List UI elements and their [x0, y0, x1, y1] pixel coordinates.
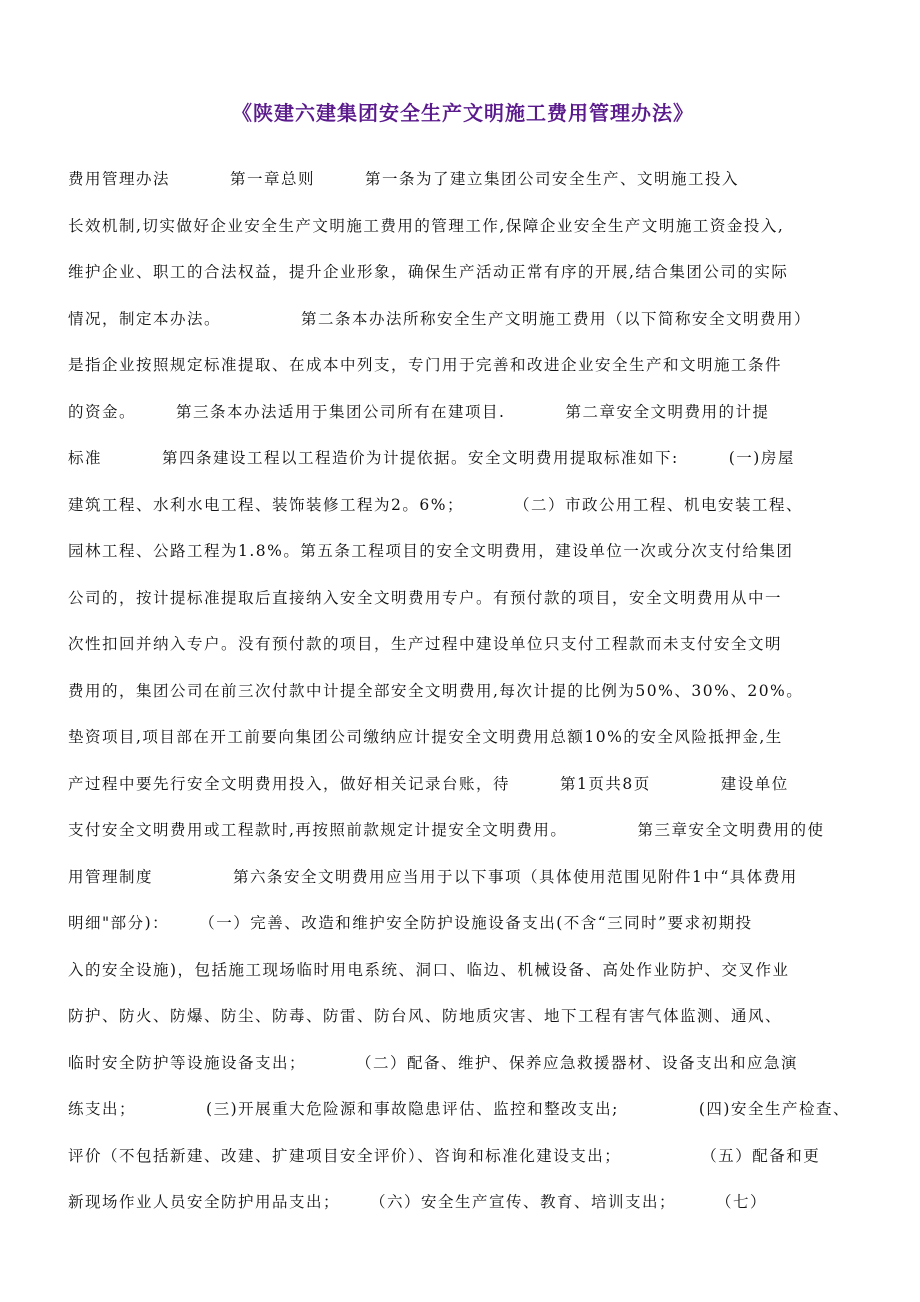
- text-line: [68, 854, 858, 901]
- text-segment: （二）市政公用工程、机电安装工程、: [513, 495, 803, 514]
- text-segment: 第四条建设工程以工程造价为计提依据。安全文明费用提取标准如下:: [162, 449, 679, 467]
- text-line: [68, 807, 858, 854]
- text-line: [68, 296, 858, 343]
- text-segment: 维护企业、职工的合法权益，提升企业形象，确保生产活动正常有序的开展,结合集团公司的实际: [68, 263, 789, 281]
- text-segment: （六）安全生产宣传、教育、培训支出；: [370, 1193, 677, 1211]
- text-line: [68, 1133, 858, 1180]
- text-segment: 标准: [68, 449, 103, 467]
- text-segment: 第二条本办法所称安全生产文明施工费用（以下简称安全文明费用）: [301, 309, 812, 328]
- text-segment: 临时安全防护等设施设备支出；: [68, 1053, 307, 1072]
- text-line: [68, 482, 858, 529]
- text-segment: 第二章安全文明费用的计提: [565, 402, 770, 421]
- text-segment: 第一章总则: [230, 170, 316, 188]
- text-segment: 第1页共8页: [560, 774, 651, 793]
- text-segment: 园林工程、公路工程为1.8%。第五条工程项目的安全文明费用，建设单位一次或分次支付给集团: [68, 542, 794, 560]
- text-segment: 长效机制,切实做好企业安全生产文明施工费用的管理工作,保障企业安全生产文明施工资金投入,: [68, 216, 785, 235]
- text-segment: （一）完善、改造和维护安全防护设施设备支出(不含“三同时”要求初期投: [199, 914, 753, 932]
- text-line: [68, 947, 858, 994]
- text-line: [68, 1086, 858, 1133]
- text-line: [68, 714, 858, 761]
- text-segment: 情况，制定本办法。: [68, 309, 222, 328]
- text-line: [68, 528, 858, 575]
- text-line: [68, 1179, 858, 1226]
- text-segment: 公司的，按计提标准提取后直接纳入安全文明费用专户。有预付款的项目，安全文明费用从中一: [68, 588, 783, 607]
- text-segment: 练支出；: [68, 1100, 137, 1118]
- text-segment: 第三章安全文明费用的使: [637, 821, 825, 839]
- text-segment: 第六条安全文明费用应当用于以下事项（具体使用范围见附件1中“具体费用: [233, 867, 798, 886]
- text-line: [68, 1040, 858, 1087]
- document-title: 《陕建六建集团安全生产文明施工费用管理办法》: [232, 101, 694, 125]
- text-segment: (四)安全生产检查、: [698, 1100, 850, 1118]
- text-line: [68, 761, 858, 808]
- document-body: [68, 156, 858, 1226]
- text-segment: 次性扣回并纳入专户。没有预付款的项目，生产过程中建设单位只支付工程款而未支付安全文明: [68, 635, 783, 653]
- text-segment: 支付安全文明费用或工程款时,再按照前款规定计提安全文明费用。: [68, 821, 568, 839]
- text-line: [68, 203, 858, 250]
- text-line: [68, 249, 858, 296]
- text-segment: 明细"部分)：: [68, 914, 170, 932]
- text-segment: 垫资项目,项目部在开工前要向集团公司缴纳应计提安全文明费用总额10%的安全风险抵押金,生: [68, 728, 783, 746]
- text-segment: 费用管理办法: [68, 170, 171, 188]
- text-segment: 第一条为了建立集团公司安全生产、文明施工投入: [365, 170, 740, 188]
- text-segment: (一)房屋: [728, 449, 795, 467]
- text-segment: 是指企业按照规定标准提取、在成本中列支，专门用于完善和改进企业安全生产和文明施工条件: [68, 356, 783, 374]
- text-segment: 产过程中要先行安全文明费用投入，做好相关记录台账，待: [68, 774, 511, 793]
- text-line: [68, 435, 858, 482]
- text-line: [68, 389, 858, 436]
- text-segment: 建筑工程、水利水电工程、装饰装修工程为2。6%；: [68, 495, 464, 514]
- text-segment: 建设单位: [720, 774, 789, 793]
- text-segment: （七）: [716, 1193, 768, 1211]
- text-segment: （二）配备、维护、保养应急救援器材、设备支出和应急演: [356, 1053, 799, 1072]
- text-line: [68, 668, 858, 715]
- text-line: [68, 900, 858, 947]
- text-line: [68, 342, 858, 389]
- text-line: [68, 575, 858, 622]
- text-segment: 用管理制度: [68, 867, 154, 886]
- text-line: [68, 621, 858, 668]
- text-segment: 的资金。: [68, 402, 137, 421]
- text-segment: 第三条本办法适用于集团公司所有在建项目.: [176, 402, 506, 421]
- text-segment: 费用的，集团公司在前三次付款中计提全部安全文明费用,每次计提的比例为50%、30%、20%。: [68, 681, 804, 700]
- text-line: [68, 156, 858, 203]
- text-segment: 入的安全设施)，包括施工现场临时用电系统、洞口、临边、机械设备、高处作业防护、交叉作业: [68, 960, 790, 979]
- text-segment: 评价（不包括新建、改建、扩建项目安全评价）、咨询和标准化建设支出；: [68, 1146, 622, 1165]
- text-segment: （五）配备和更: [701, 1146, 821, 1165]
- text-line: [68, 993, 858, 1040]
- text-segment: (三)开展重大危险源和事故隐患评估、监控和整改支出;: [206, 1100, 619, 1118]
- text-segment: 防护、防火、防爆、防尘、防毒、防雷、防台风、防地质灾害、地下工程有害气体监测、通风、: [68, 1007, 783, 1025]
- text-segment: 新现场作业人员安全防护用品支出；: [68, 1193, 341, 1211]
